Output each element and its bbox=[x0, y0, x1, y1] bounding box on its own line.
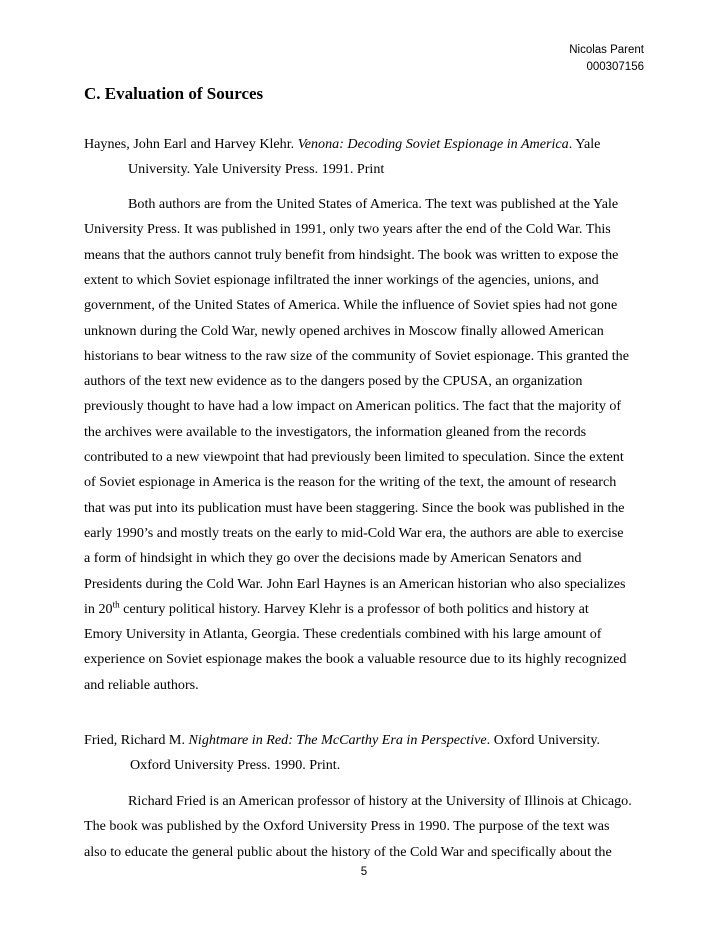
paragraph-line bbox=[84, 600, 589, 618]
paragraph-line: authors of the text new evidence as to the dangers posed by the CPUSA, an organization bbox=[84, 373, 583, 390]
citation-2-line-2: Oxford University Press. 1990. Print. bbox=[130, 757, 341, 773]
citation-1-authors: Haynes, John Earl and Harvey Klehr. bbox=[84, 136, 298, 152]
paragraph-text: century political history. Harvey Klehr is a professor of both politics and history at bbox=[119, 600, 589, 617]
paragraph-line: Both authors are from the United States of America. The text was published at the Yale bbox=[128, 196, 619, 212]
paragraph-line: Presidents during the Cold War. John Earl Haynes is an American historian who also specializes bbox=[84, 575, 626, 592]
citation-2-author: Fried, Richard M. bbox=[84, 732, 189, 748]
paragraph-line: and reliable authors. bbox=[84, 676, 199, 693]
citation-2-title: Nightmare in Red: The McCarthy Era in Perspective bbox=[188, 732, 487, 748]
paragraph-line: extent to which Soviet espionage infiltrated the inner workings of the agencies, unions, and bbox=[84, 271, 599, 288]
citation-1-publisher-start: . Yale bbox=[568, 136, 601, 152]
paragraph-line: government, of the United States of America. While the influence of Soviet spies had not gone bbox=[84, 297, 618, 314]
superscript-ordinal: th bbox=[112, 599, 120, 610]
paragraph-line: historians to bear witness to the raw size of the community of Soviet espionage. This granted the bbox=[84, 347, 629, 364]
paragraph-line: the archives were available to the investigators, the information gleaned from the records bbox=[84, 423, 587, 440]
header-author: Nicolas Parent bbox=[569, 44, 644, 56]
paragraph-line: Emory University in Atlanta, Georgia. These credentials combined with his large amount of bbox=[84, 626, 602, 643]
citation-2-line-1 bbox=[84, 731, 600, 749]
paragraph-line: The book was published by the Oxford University Press in 1990. The purpose of the text was bbox=[84, 818, 610, 835]
paragraph-line: also to educate the general public about the history of the Cold War and specifically about the bbox=[84, 843, 612, 860]
header-student-id: 000307156 bbox=[586, 61, 644, 73]
citation-1-line-1 bbox=[84, 135, 600, 153]
paragraph-line: University Press. It was published in 1991, only two years after the end of the Cold War. This bbox=[84, 221, 611, 238]
paragraph-line: that was put into its publication must have been staggering. Since the book was published in the bbox=[84, 499, 625, 516]
page-number: 5 bbox=[360, 866, 368, 878]
paragraph-line: early 1990’s and mostly treats on the early to mid-Cold War era, the authors are able to exercise bbox=[84, 524, 624, 541]
citation-2-publisher-start: . Oxford University. bbox=[486, 732, 601, 748]
paragraph-line: a form of hindsight in which they go over the decisions made by American Senators and bbox=[84, 550, 582, 567]
citation-1-title: Venona: Decoding Soviet Espionage in America bbox=[297, 136, 569, 152]
paragraph-line: means that the authors cannot truly benefit from hindsight. The book was written to expose the bbox=[84, 246, 619, 263]
citation-1-line-2: University. Yale University Press. 1991. Print bbox=[128, 161, 385, 177]
paragraph-line: of Soviet espionage in America is the reason for the writing of the text, the amount of research bbox=[84, 474, 617, 491]
section-title: C. Evaluation of Sources bbox=[84, 84, 264, 103]
paragraph-line: previously thought to have had a low impact on American politics. The fact that the majority of bbox=[84, 398, 622, 415]
page-header bbox=[569, 42, 644, 76]
paragraph-text: in 20 bbox=[84, 600, 113, 617]
paragraph-line: Richard Fried is an American professor of history at the University of Illinois at Chicago. bbox=[128, 793, 632, 809]
paragraph-line: contributed to a new viewpoint that had previously been limited to speculation. Since the extent bbox=[84, 449, 624, 465]
paragraph-line: unknown during the Cold War, newly opened archives in Moscow finally allowed American bbox=[84, 322, 604, 339]
paragraph-line: experience on Soviet espionage makes the book a valuable resource due to its highly recognized bbox=[84, 651, 627, 668]
